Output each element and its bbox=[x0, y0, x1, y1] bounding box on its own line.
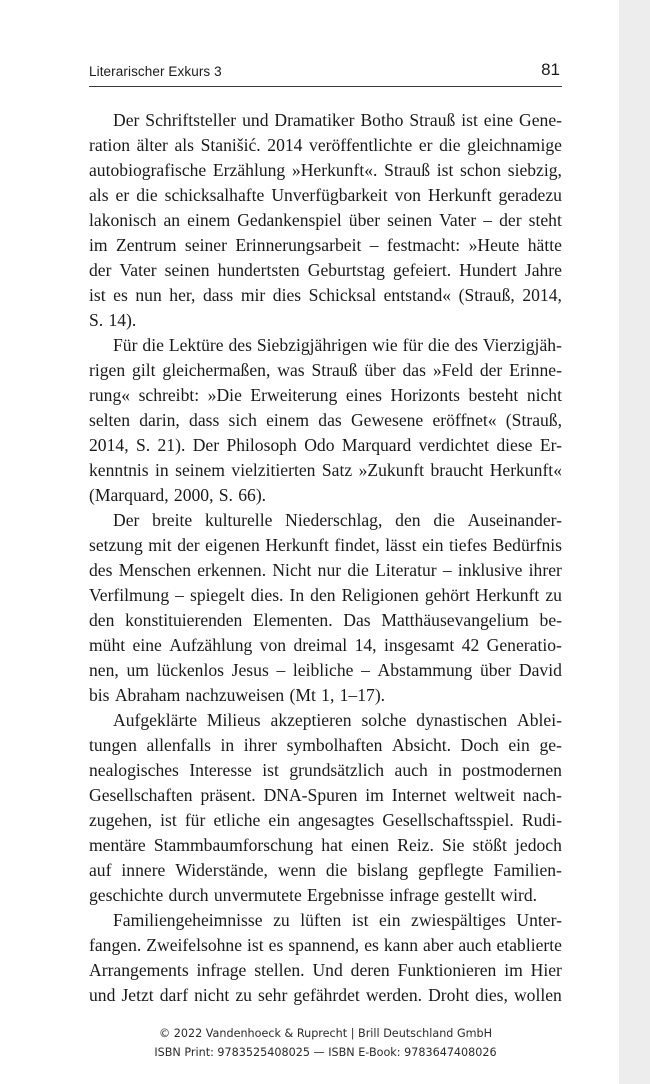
text-line: setzung mit der eigenen Herkunft findet, lässt ein tiefes Bedürfnis bbox=[89, 535, 562, 555]
running-title: Literarischer Exkurs 3 bbox=[89, 64, 222, 79]
text-line: nen, um lückenlos Jesus – leibliche – Abstammung über David bbox=[89, 660, 562, 680]
footer-copyright: © 2022 Vandenhoeck & Ruprecht | Brill Deutschland GmbH bbox=[158, 1027, 493, 1040]
text-line: kenntnis in seinem vielzitierten Satz »Zukunft braucht Herkunft« bbox=[89, 460, 562, 480]
text-line: auf innere Widerstände, wenn die bislang gepflegte Familien- bbox=[89, 860, 562, 880]
text-line: der Vater seinen hundertsten Geburtstag gefeiert. Hundert Jahre bbox=[89, 260, 562, 280]
text-line: des Menschen erkennen. Nicht nur die Literatur – inklusive ihrer bbox=[89, 560, 562, 580]
running-head bbox=[89, 60, 562, 87]
text-line: ration älter als Stanišić. 2014 veröffentlichte er die gleichnamige bbox=[89, 135, 562, 155]
text-line: 2014, S. 21). Der Philosoph Odo Marquard verdichtet diese Er- bbox=[89, 435, 562, 455]
text-line: tungen allenfalls in ihrer symbolhaften Absicht. Doch ein ge- bbox=[89, 735, 562, 755]
text-line: mentäre Stammbaumforschung hat einen Reiz. Sie stößt jedoch bbox=[89, 835, 562, 855]
text-line: müht eine Aufzählung von dreimal 14, insgesamt 42 Generatio- bbox=[89, 635, 562, 655]
page-margin-strip bbox=[619, 0, 650, 1084]
text-line: Für die Lektüre des Siebzigjährigen wie für die des Vierzigjäh- bbox=[113, 335, 562, 355]
text-line: Der Schriftsteller und Dramatiker Botho Strauß ist eine Gene- bbox=[113, 110, 562, 130]
text-line: rung« schreibt: »Die Erweiterung eines Horizonts besteht nicht bbox=[89, 385, 562, 405]
text-line: lakonisch an einem Gedankenspiel über seinen Vater – der steht bbox=[89, 210, 562, 230]
text-line: Der breite kulturelle Niederschlag, den die Auseinander- bbox=[113, 510, 562, 530]
text-line: fangen. Zweifelsohne ist es spannend, es kann aber auch etablierte bbox=[89, 935, 562, 955]
text-line: geschichte durch unvermutete Ergebnisse infrage gestellt wird. bbox=[89, 885, 538, 905]
body-text bbox=[89, 108, 562, 1008]
text-line: Verfilmung – spiegelt dies. In den Religionen gehört Herkunft zu bbox=[89, 585, 562, 605]
text-line: Aufgeklärte Milieus akzeptieren solche dynastischen Ablei- bbox=[113, 710, 562, 730]
footer-isbn: ISBN Print: 9783525408025 — ISBN E-Book: 9783647408026 bbox=[154, 1046, 497, 1059]
text-line: (Marquard, 2000, S. 66). bbox=[89, 485, 267, 505]
text-line: nealogisches Interesse ist grundsätzlich auch in postmodernen bbox=[89, 760, 562, 780]
text-line: Gesellschaften präsent. DNA-Spuren im Internet weltweit nach- bbox=[89, 785, 562, 805]
text-line: im Zentrum seiner Erinnerungsarbeit – festmacht: »Heute hätte bbox=[89, 235, 562, 255]
text-line: als er die schicksalhafte Unverfügbarkeit von Herkunft geradezu bbox=[89, 185, 562, 205]
text-line: Familiengeheimnisse zu lüften ist ein zwiespältiges Unter- bbox=[113, 910, 562, 930]
page-number: 81 bbox=[541, 60, 560, 79]
text-line: und Jetzt darf nicht zu sehr gefährdet werden. Droht dies, wollen bbox=[89, 985, 562, 1005]
text-line: zugehen, ist für etliche ein angesagtes Gesellschaftsspiel. Rudi- bbox=[89, 810, 562, 830]
text-line: den konstituierenden Elementen. Das Matthäusevangelium be- bbox=[89, 610, 562, 630]
text-line: ist es nun her, dass mir dies Schicksal entstand« (Strauß, 2014, bbox=[89, 285, 562, 305]
text-line: Arrangements infrage stellen. Und deren Funktionieren im Hier bbox=[89, 960, 562, 980]
text-line: rigen gilt gleichermaßen, was Strauß über das »Feld der Erinne- bbox=[89, 360, 562, 380]
text-line: bis Abraham nachzuweisen (Mt 1, 1–17). bbox=[89, 685, 386, 705]
text-line: S. 14). bbox=[89, 310, 137, 330]
text-line: autobiografische Erzählung »Herkunft«. Strauß ist schon siebzig, bbox=[89, 160, 562, 180]
text-line: selten darin, dass sich einem das Gewesene eröffnet« (Strauß, bbox=[89, 410, 562, 430]
